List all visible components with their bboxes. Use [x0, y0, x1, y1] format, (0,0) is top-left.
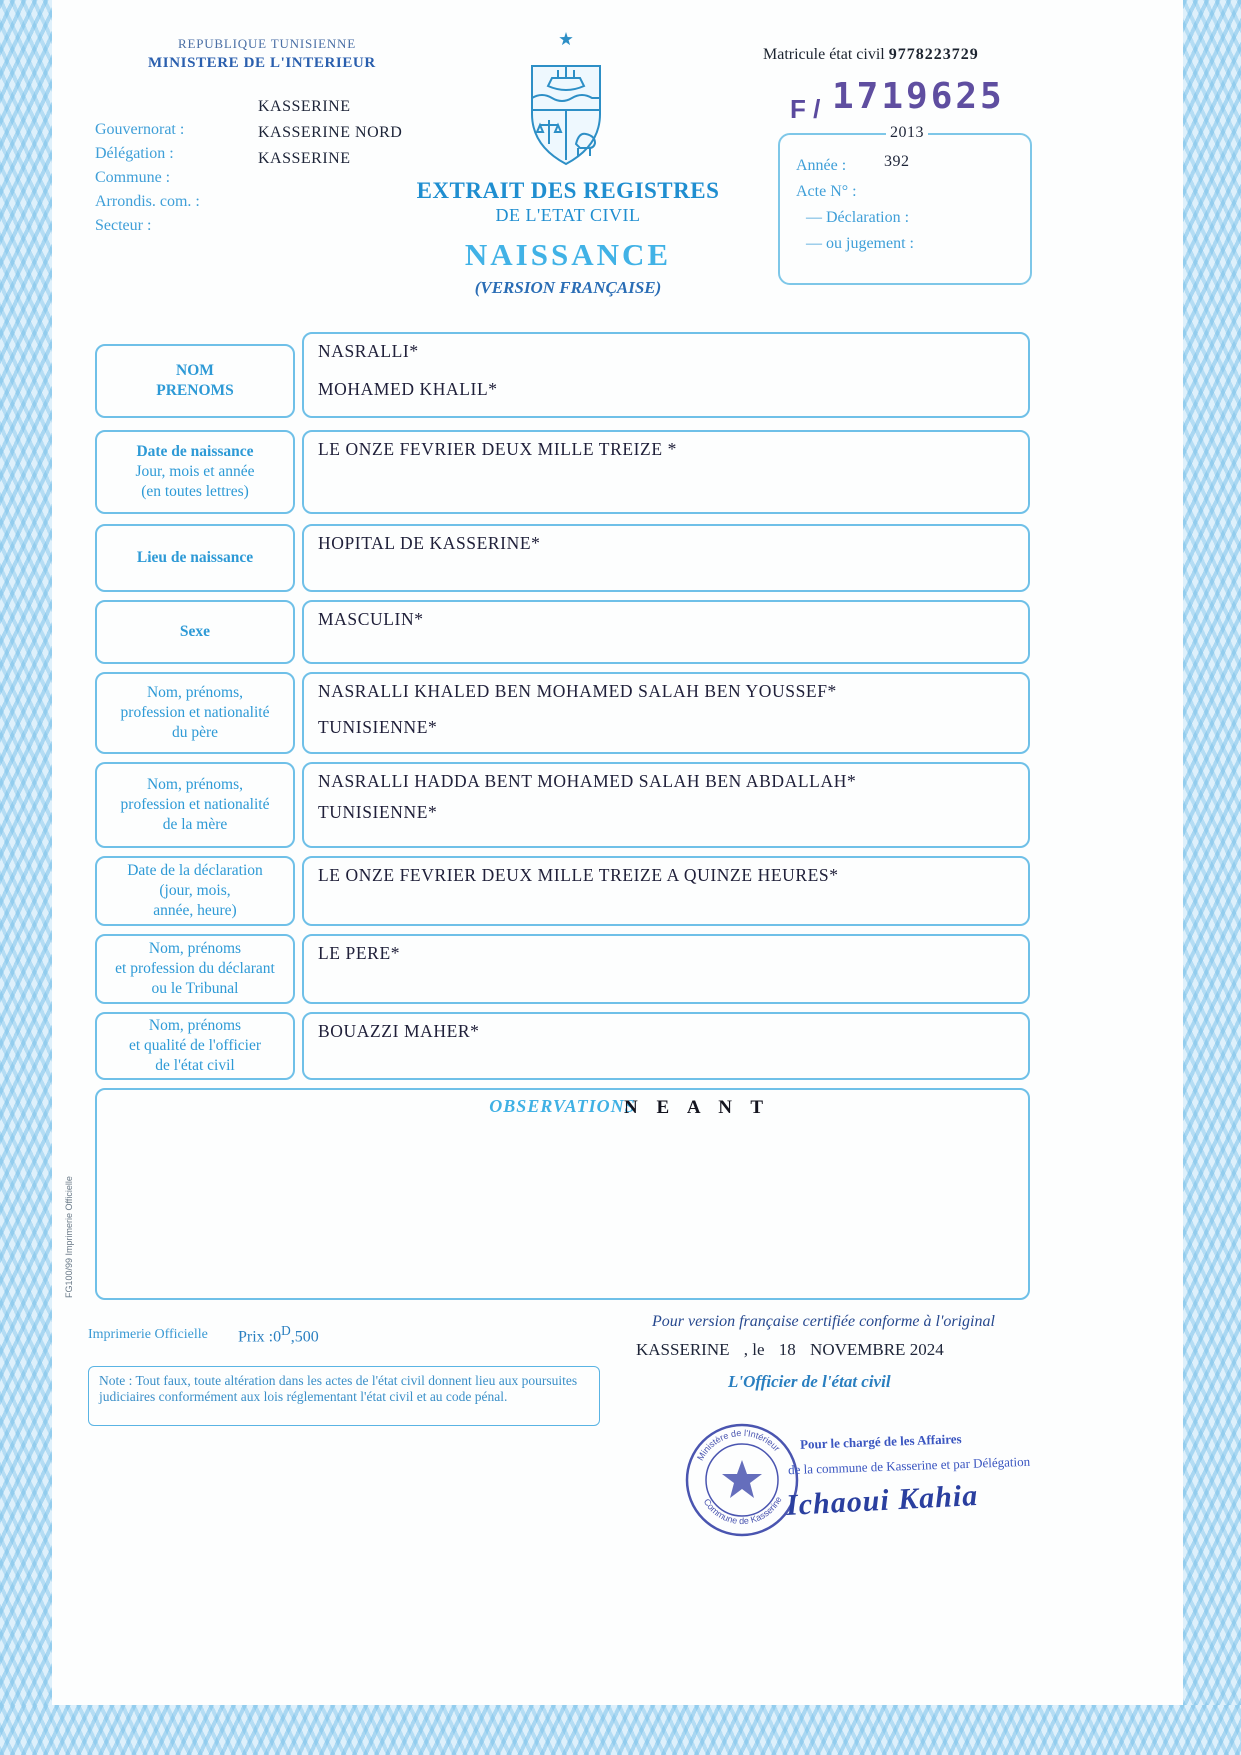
label-line: profession et nationalité [120, 704, 270, 721]
matricule-value: 9778223729 [888, 46, 979, 63]
label-gouvernorat: Gouvernorat : [95, 121, 185, 138]
label-line: (jour, mois, [159, 882, 231, 899]
label-line: PRENOMS [156, 382, 234, 399]
document-title-naissance: NAISSANCE [464, 237, 672, 272]
value-commune: KASSERINE [258, 150, 351, 167]
price-currency-sup: D [281, 1323, 291, 1338]
field-value-pere [302, 672, 1030, 754]
registry-prefix: F / [790, 94, 821, 124]
label-secteur: Secteur : [95, 217, 152, 234]
value-line: HOPITAL DE KASSERINE* [318, 533, 541, 553]
admin-labels-block [95, 118, 200, 238]
field-value-mere [302, 762, 1030, 848]
acte-info-box [778, 124, 1032, 285]
field-value-date-declaration [302, 856, 1030, 926]
annee-value: 2013 [886, 124, 928, 142]
acte-number-value: 392 [884, 153, 910, 170]
matricule-line [763, 46, 979, 64]
field-value-nom-prenoms [302, 332, 1030, 418]
label-line: et qualité de l'officier [128, 1037, 262, 1054]
decorative-border-right [1183, 0, 1241, 1755]
delegation-line2: de la commune de Kasserine et par Délégation [787, 1453, 1031, 1478]
value-line: LE ONZE FEVRIER DEUX MILLE TREIZE A QUINZE HEURES* [318, 865, 839, 885]
label-line: et profession du déclarant [115, 960, 275, 977]
label-line: profession et nationalité [120, 796, 270, 813]
label-line: ou le Tribunal [151, 980, 239, 997]
field-label-date-declaration [95, 856, 295, 926]
ministry-title: MINISTERE DE L'INTERIEUR [148, 55, 376, 71]
stamp-ring-top-textpath: Ministère de l'Intérieur [695, 1427, 782, 1463]
label-line: Lieu de naissance [136, 549, 254, 566]
label-line: année, heure) [153, 902, 237, 919]
label-line: Date de naissance [136, 443, 254, 460]
label-line: Nom, prénoms, [146, 776, 243, 793]
acte-number-label: Acte N° : [796, 183, 857, 200]
matricule-label: Matricule état civil [763, 46, 885, 63]
field-label-nom-prenoms [95, 344, 295, 418]
value-delegation: KASSERINE NORD [258, 124, 403, 141]
field-value-officier [302, 1012, 1030, 1080]
label-line: Sexe [179, 623, 211, 640]
value-line: NASRALLI* [318, 341, 419, 361]
value-line: LE PERE* [318, 943, 401, 963]
label-line: Jour, mois et année [135, 463, 255, 480]
document-title-line1: EXTRAIT DES REGISTRES [416, 178, 720, 203]
label-line: du père [171, 724, 219, 741]
emblem-art [532, 32, 600, 164]
decorative-border-left [0, 0, 52, 1755]
printer-name: Imprimerie Officielle [88, 1327, 208, 1342]
value-line: NASRALLI HADDA BENT MOHAMED SALAH BEN ABDALLAH* [318, 771, 857, 791]
neant-stamp: N E A N T [624, 1097, 771, 1118]
label-delegation: Délégation : [95, 145, 174, 162]
price-suffix: ,500 [290, 1328, 319, 1346]
label-line: NOM [176, 362, 214, 379]
field-value-declarant [302, 934, 1030, 1004]
value-line: MOHAMED KHALIL* [318, 379, 498, 399]
stamp-ring-bottom-textpath: Commune de Kasserine [701, 1494, 784, 1527]
label-commune: Commune : [95, 169, 171, 186]
registry-number-stamp: 1719625 [832, 76, 1005, 117]
value-line: BOUAZZI MAHER* [318, 1021, 480, 1041]
value-line: MASCULIN* [318, 609, 424, 629]
declaration-label: — Déclaration : [806, 209, 910, 226]
date-literal: , le [743, 1340, 765, 1359]
jugement-label: — ou jugement : [806, 235, 914, 252]
print-reference-vertical: FG100/99 Imprimerie Officielle [64, 1176, 74, 1298]
label-line: Nom, prénoms, [146, 684, 243, 701]
legal-note-text: Note : Tout faux, toute altération dans les actes de l'état civil donnent lieu aux poursuites judiciaires conformément aux lois réglementant l'état civil et au code pénal. [99, 1373, 578, 1404]
price-prefix: Prix :0 [238, 1328, 282, 1346]
certification-line: Pour version française certifiée conforme à l'original [652, 1313, 995, 1330]
date-month-year: NOVEMBRE 2024 [810, 1340, 944, 1359]
observations-title: OBSERVATIONS [489, 1096, 636, 1116]
tunisia-coat-of-arms [518, 26, 614, 170]
field-label-officier [95, 1012, 295, 1080]
decorative-border-bottom [0, 1705, 1241, 1755]
value-line: TUNISIENNE* [318, 802, 438, 822]
label-line: de l'état civil [155, 1057, 235, 1074]
field-label-sexe [95, 600, 295, 664]
document-title-version: (VERSION FRANÇAISE) [474, 278, 662, 297]
officer-signature: Ichaoui Kahia [785, 1478, 979, 1523]
field-label-declarant [95, 934, 295, 1004]
officer-title: L'Officier de l'état civil [728, 1372, 891, 1391]
municipal-stamp [682, 1420, 802, 1540]
label-arrondissement: Arrondis. com. : [95, 193, 200, 210]
stamp-star-icon [722, 1460, 762, 1498]
field-label-lieu-naissance [95, 524, 295, 592]
document-title-line2: DE L'ETAT CIVIL [495, 205, 641, 225]
label-line: (en toutes lettres) [141, 483, 249, 500]
legal-note-box [88, 1366, 600, 1426]
label-line: Nom, prénoms [148, 1017, 242, 1034]
label-line: Nom, prénoms [148, 940, 242, 957]
place-date-line [636, 1340, 954, 1360]
admin-values-block [258, 94, 402, 172]
value-line: TUNISIENNE* [318, 717, 438, 737]
label-line: Date de la déclaration [127, 862, 263, 879]
place-value: KASSERINE [636, 1340, 730, 1359]
price-line [238, 1323, 319, 1346]
field-value-date-naissance [302, 430, 1030, 514]
field-label-mere [95, 762, 295, 848]
star-icon [559, 32, 572, 45]
observations-box [95, 1088, 1030, 1300]
field-value-lieu-naissance [302, 524, 1030, 592]
field-value-sexe [302, 600, 1030, 664]
annee-label: Année : [796, 157, 847, 174]
republic-title: REPUBLIQUE TUNISIENNE [178, 36, 356, 51]
value-gouvernorat: KASSERINE [258, 98, 351, 115]
crescent-icon [552, 48, 580, 62]
value-line: NASRALLI KHALED BEN MOHAMED SALAH BEN YOUSSEF* [318, 681, 837, 701]
label-line: de la mère [162, 816, 228, 833]
field-label-pere [95, 672, 295, 754]
delegation-line1: Pour le chargé de les Affaires [799, 1431, 962, 1452]
field-label-date-naissance [95, 430, 295, 514]
value-line: LE ONZE FEVRIER DEUX MILLE TREIZE * [318, 439, 677, 459]
date-day: 18 [778, 1340, 796, 1359]
